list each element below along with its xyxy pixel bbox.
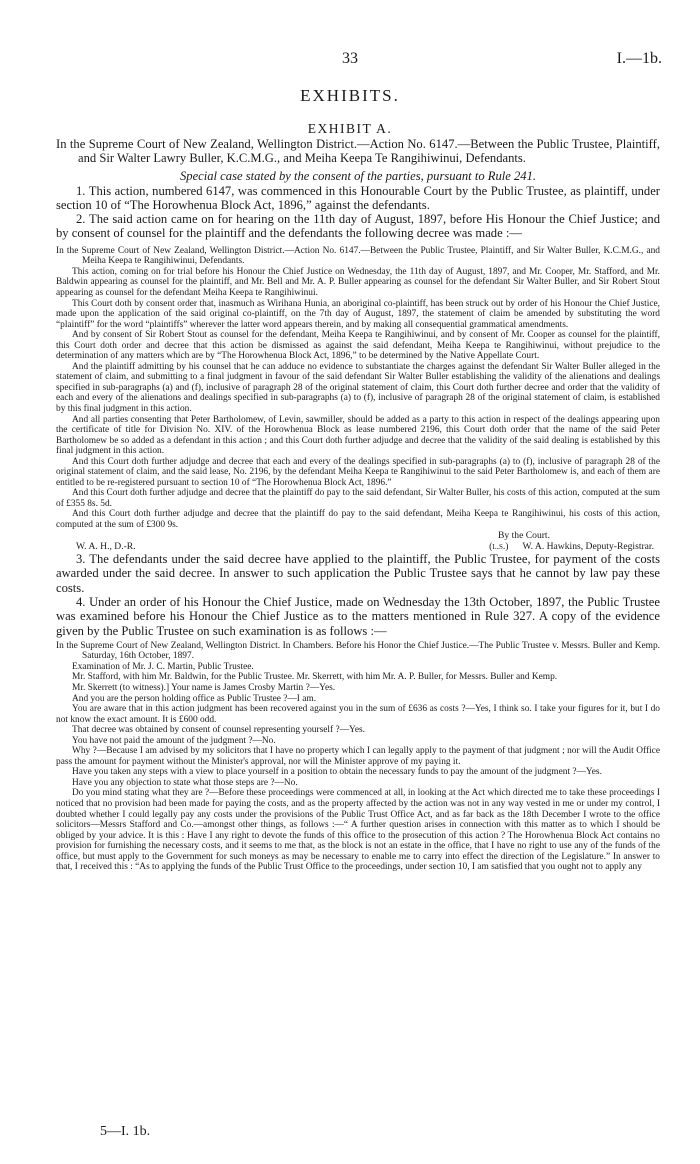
- decree-paragraph: And this Court doth further adjudge and decree that the plaintiff do pay to the said defendant, Sir Walter Buller, his costs of this action, computed at the sum of £355 8s. 5d.: [56, 488, 660, 509]
- paragraph-1: 1. This action, numbered 6147, was commenced in this Honourable Court by the Public Trustee, as plaintiff, under section 10 of “The Horowhenua Block Act, 1896,” against the defendants.: [56, 183, 660, 212]
- paragraph-2: 2. The said action came on for hearing on the 11th day of August, 1897, before His Honour the Chief Justice; and by consent of counsel for the plaintiff and the defendants the following decree was made :—: [56, 212, 660, 241]
- examination-line: Mr. Skerrett (to witness).] Your name is James Crosby Martin ?—Yes.: [72, 683, 336, 694]
- examination-line: Do you mind stating what they are ?—Before these proceedings were commenced at all, in looking at the Act which directed me to take these proceedings I noticed that no provision had been made for paying the costs, and as the property affected by the action was not in any way vested in me or under my control, I doubted whether I could legally pay any costs under the provisions of the Public Trust Office Act, and as far back as the 18th December I wrote to the office solicitors—Messrs Stafford and Co.—amongst other things, as follows :—“ A further question arises in connection with this matter as to which I should be obliged by your advice. It is this : Have I any right to devote the funds of this office to the prosecution of this action ? The Horowhenua Block Act contains no provision for furnishing the necessary costs, and it seems to me that, as the block is not an estate in the office, that I have no right to use any of the funds of the office, but must apply to the Government for such moneys as may be necessary to enable me to carry into effect the direction of the Legislature.” In answer to that, I received this : “As to applying the funds of the Public Trust Office to the proceedings, under section 10, I am satisfied that you ought not to apply any: [56, 788, 660, 873]
- signature-line: [56, 541, 660, 552]
- exhibit-heading: EXHIBIT A.: [307, 121, 393, 136]
- page-number: 33: [342, 50, 358, 67]
- document-body: [56, 137, 660, 873]
- examination-line: You are aware that in this action judgment has been recovered against you in the sum of £636 as costs ?—Yes, I think so. I take your figures for it, but I do not know the exact amount. It is £600 odd.: [56, 704, 660, 725]
- footer-signature-mark: 5—I. 1b.: [100, 1124, 151, 1139]
- decree-heading: In the Supreme Court of New Zealand, Wellington District.—Action No. 6147.—Between the Public Trustee, Plaintiff, and Sir Walter Buller, K.C.M.G., and Meiha Keepa te Rangihiwinui, Defendants.: [56, 245, 660, 267]
- examination-line: That decree was obtained by consent of counsel representing yourself ?—Yes.: [72, 725, 365, 736]
- decree-paragraph: This action, coming on for trial before his Honour the Chief Justice on Wednesday, the 11th day of August, 1897, and Mr. Cooper, Mr. Stafford, and Mr. Baldwin appearing as counsel for the plaintiff, and Mr. Bell and Mr. A. P. Buller appearing as counsel for the defendant Sir Walter Buller, and Sir Robert Stout appearing as counsel for the defendant Meiha Keepa te Rangihiwinui.: [56, 266, 660, 298]
- seal-mark: (l.s.): [489, 541, 509, 553]
- registrar-signature: W. A. Hawkins, Deputy-Registrar.: [522, 541, 654, 553]
- examination-counsel: Mr. Stafford, with him Mr. Baldwin, for the Public Trustee. Mr. Skerrett, with him Mr. A. P. Buller, for Messrs. Buller and Kemp.: [72, 672, 558, 683]
- examination-line: Have you taken any steps with a view to place yourself in a position to obtain the necessary funds to pay the amount of the judgment ?—Yes.: [72, 767, 602, 778]
- paragraph-3: 3. The defendants under the said decree have applied to the plaintiff, the Public Trustee, for payment of the costs awarded under the said decree. In answer to such application the Public Trustee says that he cannot by law pay these costs.: [56, 552, 660, 595]
- decree-paragraph: This Court doth by consent order that, inasmuch as Wirihana Hunia, an aboriginal co-plaintiff, has been struck out by order of his Honour the Chief Justice, made upon the application of the said original co-plaintiff, on the 7th day of August, 1897, the statement of claim be amended by substituting the word “plaintiff” for the word “plaintiffs” wherever the latter word appears therein, and by making all consequential grammatical amendments.: [56, 298, 660, 330]
- decree-paragraph: And the plaintiff admitting by his counsel that he can adduce no evidence to substantiate the charges against the defendant Sir Walter Buller alleged in the statement of claim, and submitting to a final judgment in favour of the said defendant Sir Walter Buller establishing the validity of the alienations and dealings specified in sub-paragraphs (a) and (f), inclusive of paragraph 28 of the original statement of claim, this Court doth further decree and order that the validity of each and every of the alienations and dealings specified in sub-paragraphs (a) to (f), inclusive of paragraph 28 of the original statement of claim, is established by this final judgment in this action.: [56, 361, 660, 414]
- decree-paragraph: And this Court doth further adjudge and decree that each and every of the dealings specified in sub-paragraphs (a) to (f), inclusive of paragraph 28 of the original statement of claim, and the said lease, No. 2196, by the defendant Meiha Keepa te Rangihiwinui to the said Peter Bartholomew is, and each of them are entitled to be re-registered pursuant to section 10 of “The Horowhenua Block Act, 1896.”: [56, 456, 660, 488]
- page-reference: I.—1b.: [616, 50, 662, 67]
- examination-line: Why ?—Because I am advised by my solicitors that I have no property which I can legally apply to the payment of that judgment ; nor will the Audit Office pass the amount for payment without the Minister's approval, nor will the Minister approve of my paying it.: [56, 746, 660, 767]
- special-case-line: Special case stated by the consent of the parties, pursuant to Rule 241.: [179, 168, 537, 183]
- by-the-court: By the Court.: [498, 529, 550, 541]
- intro-paragraph: In the Supreme Court of New Zealand, Wellington District.—Action No. 6147.—Between the Public Trustee, Plaintiff, and Sir Walter Lawry Buller, K.C.M.G., and Meiha Keepa Te Rangihiwinui, Defendants.: [56, 137, 660, 166]
- examination-line: And you are the person holding office as Public Trustee ?—I am.: [72, 693, 317, 704]
- examination-line: Have you any objection to state what those steps are ?—No.: [72, 777, 298, 788]
- initials: W. A. H., D.-R.: [76, 541, 136, 553]
- page-title: EXHIBITS.: [300, 86, 400, 105]
- decree-paragraph: And all parties consenting that Peter Bartholomew, of Levin, sawmiller, should be added as a party to this action in respect of the dealings appearing upon the certificate of title for Division No. XIV. of the Horowhenua Block as lease numbered 2196, this Court doth order that the name of the said Peter Bartholomew be so added as a defendant in this action ; and this Court doth further adjudge and decree that the validity of the said dealing is established by this final judgment in this action.: [56, 414, 660, 457]
- examination-of: Examination of Mr. J. C. Martin, Public Trustee.: [72, 661, 254, 672]
- decree-block: [56, 246, 660, 552]
- examination-heading: In the Supreme Court of New Zealand, Wellington District. In Chambers. Before his Honor the Chief Justice.—The Public Trustee v. Messrs. Buller and Kemp. Saturday, 16th October, 1897.: [56, 640, 660, 662]
- decree-paragraph: And this Court doth further adjudge and decree that the plaintiff do pay to the said defendant, Meiha Keepa te Rangihiwinui, his costs of this action, computed at the sum of £300 9s.: [56, 509, 660, 530]
- decree-paragraph: And by consent of Sir Robert Stout as counsel for the defendant, Meiha Keepa te Rangihiwinui, and by consent of Mr. Cooper as counsel for the plaintiff, this Court doth order and decree that this action be dismissed as against the said defendant, Meiha Keepa te Rangihiwinui, without prejudice to the determination of any matters which are by “The Horowhenua Block Act, 1896,” to be determined by the Native Appellate Court.: [56, 330, 660, 362]
- paragraph-4: 4. Under an order of his Honour the Chief Justice, made on Wednesday the 13th October, 1897, the Public Trustee was examined before his Honour the Chief Justice as to the matters mentioned in Rule 327. A copy of the evidence given by the Public Trustee on such examination is as follows :—: [56, 594, 660, 638]
- examination-block: [56, 641, 660, 873]
- examination-line: You have not paid the amount of the judgment ?—No.: [72, 735, 276, 746]
